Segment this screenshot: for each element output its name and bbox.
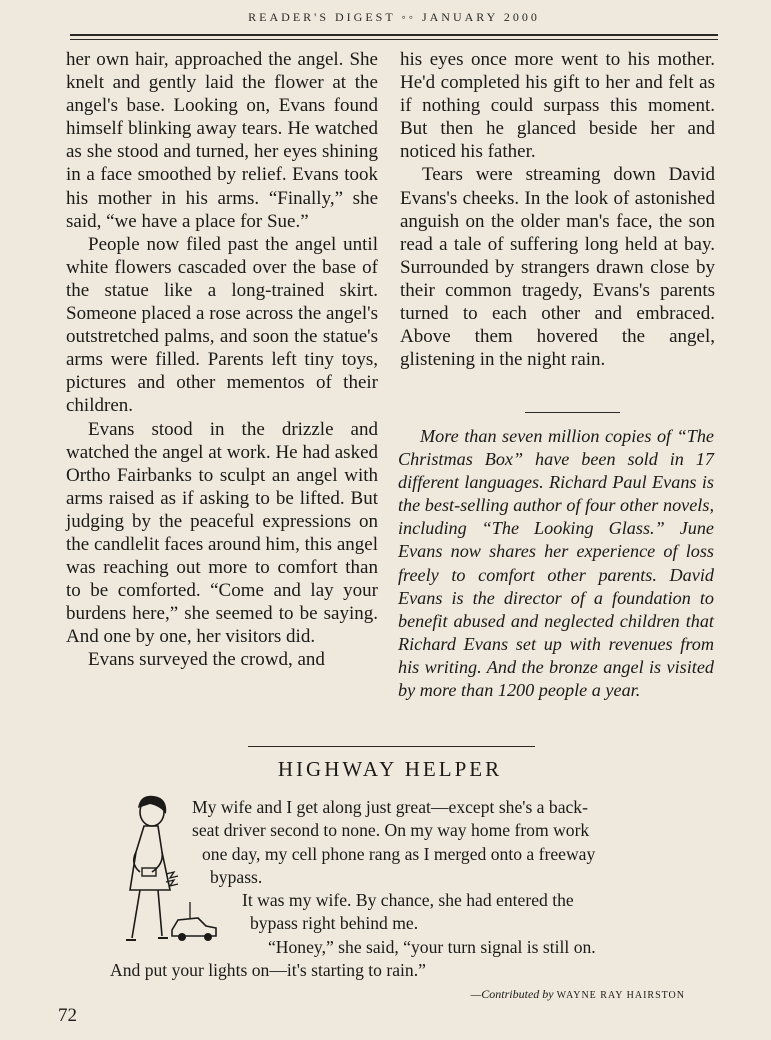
paragraph: her own hair, approached the angel. She knelt and gently laid the flower at the angel's base. Looking on, Evans found himself blinking away tears. He watched as she stood and turned, her eyes shining in a face smoothed by relief. Evans took his mother in his arms. “Finally,” she said, “we have a place for Sue.”: [66, 49, 378, 232]
anecdote-line: And put your lights on—it's starting to rain.”: [110, 960, 426, 980]
author-note: [398, 425, 714, 702]
credit-prefix: —Contributed by: [470, 987, 554, 1001]
page-number: 72: [58, 1005, 77, 1026]
header-rule-thin: [70, 39, 718, 40]
anecdote-line: It was my wife. By chance, she had entered the: [242, 890, 574, 910]
anecdote-line: bypass right behind me.: [250, 913, 419, 933]
anecdote-line: bypass.: [210, 867, 263, 887]
credit-name: WAYNE RAY HAIRSTON: [556, 990, 685, 1001]
anecdote-line: My wife and I get along just great—except she's a back-: [192, 797, 588, 817]
anecdote-line: one day, my cell phone rang as I merged onto a freeway: [202, 844, 596, 864]
anecdote-title: HIGHWAY HELPER: [277, 757, 503, 781]
header-rule: [70, 34, 718, 36]
paragraph: Evans surveyed the crowd, and: [88, 649, 325, 671]
author-note-text: More than seven million copies of “The Christmas Box” have been sold in 17 different languages. Richard Paul Evans is the best-selling author of four other novels, including “The Looking Glass.” June Evans now shares her experience of loss freely to comfort other parents. David Evans is the director of a foundation to benefit abused and neglected children that Richard Evans set up with revenues from his writing. And the bronze angel is visited by more than 1200 people a year.: [398, 426, 714, 701]
anecdote-line: “Honey,” she said, “your turn signal is still on.: [268, 937, 596, 957]
paragraph: Tears were streaming down David Evans's cheeks. In the look of astonished anguish on the older man's face, the son read a tale of suffering long held at bay. Surrounded by strangers drawn close by their common tragedy, Evans's parents turned to each other and embraced. Above them hovered the angel, glistening in the night rain.: [400, 164, 715, 371]
paragraph: People now filed past the angel until white flowers cascaded over the base of the statue like a long-trained skirt. Someone placed a rose across the angel's outstretched palms, and soon the statue's arms were filled. Parents left tiny toys, pictures and other mementos of their children.: [66, 233, 378, 417]
right-column: [400, 48, 715, 371]
section-divider: [525, 412, 620, 413]
anecdote-line: seat driver second to none. On my way home from work: [192, 820, 590, 840]
running-head: READER'S DIGEST ◦◦ JANUARY 2000: [248, 10, 540, 24]
anecdote-credit: [395, 987, 685, 1002]
paragraph: his eyes once more went to his mother. He'd completed his gift to her and felt as if nothing could surpass this moment. But then he glanced beside her and noticed his father.: [400, 49, 715, 163]
section-rule: [248, 746, 535, 747]
left-column: [66, 48, 378, 672]
paragraph: Evans stood in the drizzle and watched the angel at work. He had asked Ortho Fairbanks to sculpt an angel with arms raised as if asking to be lifted. But judging by the peaceful expressions on the candlelit faces around him, this angel was reaching out more to comfort than to be comforted. “Come and lay your burdens here,” she seemed to be saying. And one by one, her visitors did.: [66, 418, 378, 648]
